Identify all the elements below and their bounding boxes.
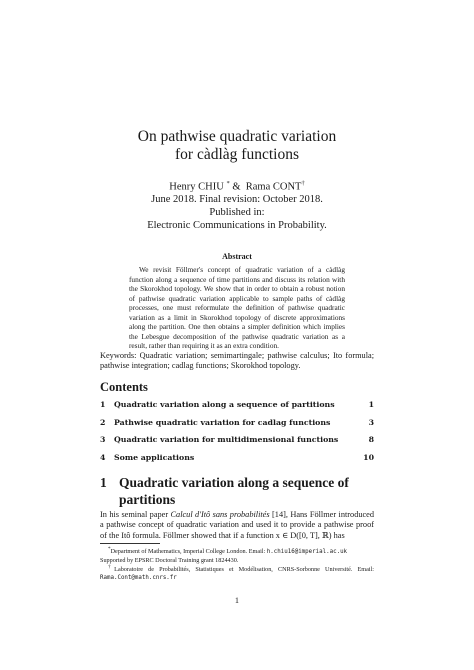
footnote-2 <box>100 564 374 582</box>
author-2: Rama CONT <box>245 181 302 193</box>
body-text-start: In his seminal paper <box>100 510 171 519</box>
footnote-2-mark: † <box>108 564 115 571</box>
published-line: Published in: <box>209 206 265 218</box>
toc-number: 1 <box>100 400 106 409</box>
toc-label: Quadratic variation along a sequence of partitions <box>114 400 335 409</box>
section-heading <box>100 475 374 508</box>
toc-number: 3 <box>100 435 106 444</box>
date-line: June 2018. Final revision: October 2018. <box>151 194 323 205</box>
footnote-1-email[interactable]: h.chiu16@imperial.ac.uk <box>266 549 348 556</box>
toc-page: 10 <box>363 453 374 462</box>
section-number: 1 <box>100 475 107 490</box>
footnote-rule <box>100 543 160 544</box>
section-title: Quadratic variation along a sequence of partitions <box>119 475 349 507</box>
body-text-rest: [14], Hans Föllmer introduced a pathwise concept of quadratic variation and used it to provide a pathwise proof of the Itô formula. Föllmer showed that if a function x ∈ D([0, T], ℝ) has <box>100 510 374 540</box>
author-1-footnote-mark: * <box>226 180 230 187</box>
journal-line: Electronic Communications in Probability. <box>147 219 327 231</box>
abstract-heading: Abstract <box>222 252 252 261</box>
toc-label: Pathwise quadratic variation for cadlag functions <box>114 418 331 427</box>
footnote-1-text: Department of Mathematics, Imperial College London. Email: <box>110 548 267 556</box>
publication-info <box>0 194 474 232</box>
toc-page: 1 <box>368 400 374 409</box>
toc-number: 2 <box>100 418 106 427</box>
footnote-1-support: Supported by EPSRC Doctoral Training grant 1824430. <box>100 556 239 564</box>
author-separator: & <box>232 181 241 193</box>
toc-page: 3 <box>368 418 374 427</box>
toc-number: 4 <box>100 453 106 462</box>
toc-label: Quadratic variation for multidimensional functions <box>114 435 339 444</box>
contents-heading: Contents <box>100 380 148 394</box>
toc-entry-3[interactable] <box>100 435 374 447</box>
footnote-2-text: Laboratoire de Probabilités, Statistiques et Modélisation, CNRS-Sorbonne Université. Email: <box>114 566 375 574</box>
author-line <box>0 180 474 193</box>
toc-entry-2[interactable] <box>100 418 374 430</box>
footnote-2-email[interactable]: Rama.Cont@math.cnrs.fr <box>100 574 177 581</box>
toc-page: 8 <box>368 435 374 444</box>
page-number: 1 <box>234 596 240 605</box>
body-paragraph <box>100 510 374 541</box>
cited-paper-title: Calcul d'Itô sans probabilités <box>170 510 270 519</box>
author-2-footnote-mark: † <box>301 180 305 187</box>
title-line-1: On pathwise quadratic variation <box>137 128 337 145</box>
footnotes <box>100 546 374 583</box>
author-1: Henry CHIU <box>169 181 224 193</box>
keywords: Keywords: Quadratic variation; semimartingale; pathwise calculus; Ito formula; pathwise integration; cadlag functions; Skorokhod topology. <box>100 351 374 371</box>
toc-entry-4[interactable] <box>100 453 374 465</box>
title-line-2: for càdlàg functions <box>175 146 299 163</box>
footnote-1 <box>100 546 374 557</box>
footnote-1-mark: * <box>108 546 111 552</box>
toc-entry-1[interactable] <box>100 400 374 412</box>
toc-label: Some applications <box>114 453 195 462</box>
paper-title <box>0 128 474 164</box>
abstract-text: We revisit Föllmer's concept of quadratic variation of a càdlàg function along a sequence of time partitions and discuss its relation with the Skorokhod topology. We show that in order to obtain a robust notion of pathwise quadratic variation applicable to sample paths of càdlàg processes, one must reformulate the definition of pathwise quadratic variation as a limit in Skorokhod topology of discrete approximations along the partition. One then obtains a simpler definition which implies the Lebesgue decomposition of the pathwise quadratic variation as a result, rather than requiring it as an extra condition. <box>129 265 345 350</box>
